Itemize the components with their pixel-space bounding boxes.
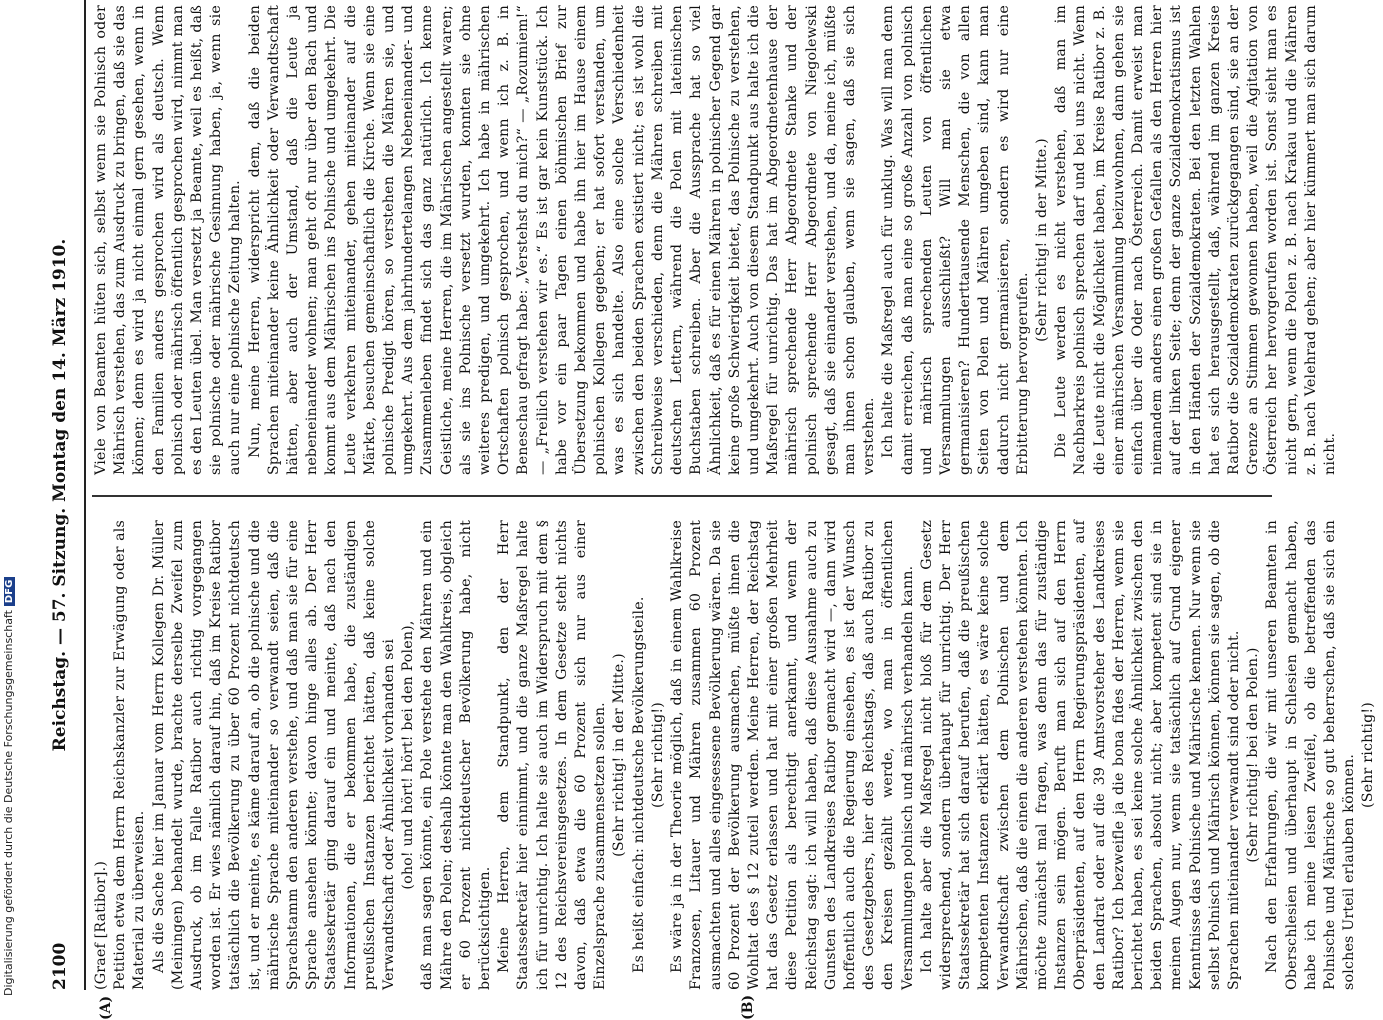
paragraph: Es wäre ja in der Theorie möglich, daß in einem Wahlkreise Franzosen, Litauer und Mähren zusammen 60 Prozent ausmachten und alles eingesessene Bevölkerung wären. Da sie 60 Prozent der Bevölkerung ausmachen, müßte ihnen die Wohltat des § 12 zuteil werden. Meine Herren, der Reichstag hat das Gesetz erlassen und hat mit einer großen Mehrheit diese Petition als berechtigt anerkannt, und wenn der Reichstag sagt: ich will haben, daß diese Ausnahme auch zu Gunsten des Landkreises Ratibor gemacht wird —, dann wird hoffentlich auch die Regierung einsehen, es ist der Wunsch des Gesetzgebers, hier des Reichstags, daß auch Ratibor zu den Kreisen gezählt werde, wo man in öffentlichen Versammlungen polnisch und mährisch verhandeln kann. <box>669 520 916 990</box>
paragraph: (Sehr richtig!) <box>649 701 666 809</box>
dfg-logo: DFG <box>4 577 15 606</box>
paragraph: Als die Sache hier im Januar vom Herrn Kollegen Dr. Müller (Meiningen) behandelt wurde, brachte derselbe Zweifel zum Ausdruck, ob im Falle Ratibor auch richtig vorgegangen worden ist. Er wies nämlich darauf hin, daß im Kreise Ratibor tatsächlich die Bevölkerung zu über 60 Prozent nichtdeutsch ist, und er meinte, es käme darauf an, ob die polnische und die mährische Sprache miteinander so verwandt seien, daß die Sprachstamm den anderen verstehe, und daß man sie für eine Sprache ansehen könnte; davon hinge alles ab. Der Herr Staatssekretär ging darauf ein und meinte, daß nach den Informationen, die er bekommen habe, die zuständigen preußischen Instanzen berichtet hätten, daß keine solche Verwandtschaft oder Ähnlichkeit vorhanden sei <box>150 520 398 990</box>
paragraph: Nun, meine Herren, widerspricht dem, daß die beiden Sprachen miteinander keine Ähnlichkeit oder Verwandtschaft hätten, aber auch der Umstand, daß die Leute ja nebeneinander wohnen; man geht oft nur über den Bach und kommt aus dem Mährischen ins Polnische und umgekehrt. Die Leute verkehren miteinander, gehen miteinander auf die Märkte, besuchen gemeinschaftlich die Kirche. Wenn sie eine polnische Predigt hören, so verstehen die Mähren sie, und umgekehrt. Aus dem jahrhundertelangen Nebeneinander- und Zusammenleben findet sich das ganz natürlich. Ich kenne Geistliche, meine Herren, die im Mährischen angestellt waren; als sie ins Polnische versetzt wurden, konnten sie ohne weiteres predigen, und umgekehrt. Ich habe in mährischen Ortschaften polnisch gesprochen, und wenn ich z. B. in Beneschau gefragt habe: „Verstehst du mich?“ — „Rozumiem!“ — „Freilich verstehen wir es.“ Es ist gar kein Kunststück. Ich habe vor ein paar Tagen einen böhmischen Brief zur Übersetzung bekommen und habe ihn hier im Hause einem polnischen Kollegen gegeben; er hat sofort verstanden, um was es sich handelte. Also eine solche Verschiedenheit zwischen den beiden Sprachen existiert nicht; es ist wohl die Schreibweise verschieden, denn die Mähren schreiben mit deutschen Lettern, während die Polen mit lateinischen Buchstaben schreiben. Aber die Aussprache hat so viel Ähnlichkeit, daß es für einen Mähren in polnischer Gegend gar keine große Schwierigkeit bietet, das Polnische zu verstehen, und umgekehrt. Auch von diesem Standpunkt aus halte ich die Maßregel für unrichtig. Das hat im Abgeordnetenhause der mährisch sprechende Herr Abgeordnete Stanke und der polnisch sprechende Herr Abgeordnete von Niegolewski gesagt, daß sie einander verstehen, und da, meine ich, müßte man ihnen schon glauben, wenn sie sagen, daß sie sich verstehen. <box>246 5 878 475</box>
paragraph: Meine Herren, dem Standpunkt, den der Herr Staatssekretär hier einnimmt, und die ganze Maßregel halte ich für unrichtig. Ich halte sie auch im Widerspruch mit dem § 12 des Reichsvereinsgesetzes. In dem Gesetze steht nichts davon, daß etwa die 60 Prozent sich nur aus einer Einzelsprache zusammensetzen sollen. <box>496 520 609 990</box>
paragraph: (Sehr richtig! in der Mitte.) <box>611 653 628 857</box>
paragraph: (oho! und hört! hört! bei den Polen), <box>400 620 417 890</box>
paragraph: Petition etwa dem Herrn Reichskanzler zur Erwägung oder als Material zu überweisen. <box>112 520 148 990</box>
paragraph: Die Leute werden es nicht verstehen, daß man im Nachbarkreis polnisch sprechen darf und bei uns nicht. Wenn die Leute nicht die Möglichkeit haben, im Kreise Ratibor z. B. einer mährischen Versammlung beizuwohnen, dann gehen sie einfach über die Oder nach Österreich. Damit erweist man niemandem anders einen großen Gefallen als den Herren hier auf der linken Seite; denn der ganze Sozialdemokratismus ist in den Händen der Sozialdemokraten. Bei den letzten Wahlen hat es sich herausgestellt, daß, während im ganzen Kreise Ratibor die Sozialdemokraten zurückgegangen sind, sie an der Grenze an Stimmen gewonnen haben, weil die Agitation von Österreich her hervorgerufen worden ist. Sonst sieht man es nicht gern, wenn die Polen z. B. nach Krakau und die Mähren z. B. nach Velehrad gehen; aber hier kümmert man sich darum nicht. <box>1053 5 1338 475</box>
running-title: Reichstag. — 57. Sitzung. Montag den 14. März 1910. <box>50 238 70 752</box>
margin-marker-b: (B) <box>740 994 756 1020</box>
page-header <box>40 0 80 990</box>
column-divider <box>92 496 1272 498</box>
margin-marker-a: (A) <box>98 995 114 1020</box>
paragraph: Viele von Beamten hüten sich, selbst wenn sie Polnisch oder Mährisch verstehen, das zum Ausdruck zu bringen, daß sie das können; denn es wird ja nicht einmal gern gesehen, wenn in den Familien anders gesprochen wird als deutsch. Wenn polnisch oder mährisch öffentlich gesprochen wird, nimmt man es den Leuten übel. Man versetzt ja Beamte, weil es heißt, daß sie polnische oder mährische Gesinnung haben, ja, wenn sie auch nur eine polnische Zeitung halten. <box>93 5 244 475</box>
paragraph: (Sehr richtig! bei den Polen.) <box>1245 647 1262 863</box>
credit-text: Digitalisierung gefördert durch die Deutsche Forschungsgemeinschaft <box>2 610 15 996</box>
paragraph: (Sehr richtig!) <box>1360 701 1377 809</box>
page-number: 2100 <box>50 942 70 990</box>
paragraph: daß man sagen könnte, ein Pole verstehe den Mähren und ein Mähre den Polen; deshalb könnte man den Wahlkreis, obgleich er 60 Prozent nichtdeutscher Bevölkerung habe, nicht berücksichtigen. <box>419 520 494 990</box>
paragraph: Nach den Erfahrungen, die wir mit unseren Beamten in Oberschlesien und überhaupt in Schlesien gemacht haben, habe ich meine leisen Zweifel, ob die betreffenden das Polnische und Mährische so gut beherrschen, daß sie sich ein solches Urteil erlauben können. <box>1264 520 1358 990</box>
digitization-credit <box>2 577 15 996</box>
rotated-page <box>40 0 1377 1020</box>
paragraph: Es heißt einfach: nichtdeutsche Bevölkerungsteile. <box>630 596 647 973</box>
paragraph: Ich halte aber die Maßregel nicht bloß für dem Gesetz widersprechend, sondern überhaupt für unrichtig. Der Herr Staatssekretär hat sich darauf berufen, daß die preußischen kompetenten Instanzen erklärt hätten, es wäre keine solche Verwandtschaft zwischen dem Polnischen und dem Mährischen, daß die einen die anderen verstehen könnten. Ich möchte zunächst mal fragen, was denn das für zuständige Instanzen sein mögen. Beruft man sich auf den Herrn Oberpräsidenten, auf den Herrn Regierungspräsidenten, auf den Landrat oder auf die 39 Amtsvorsteher des Landkreises Ratibor? Ich bezweifle ja die bona fides der Herren, wenn sie berichtet haben, es sei keine solche Ähnlichkeit zwischen den beiden Sprachen, absolut nicht; aber kompetent sind sie in meinen Augen nur, wenn sie tatsächlich auf Grund eigener Kenntnisse das Polnische und Mährische kennen. Nur wenn sie selbst Polnisch und Mährisch können, können sie sagen, ob die Sprachen miteinander verwandt sind oder nicht. <box>918 520 1242 990</box>
right-column <box>92 5 1338 475</box>
paragraph: Ich halte die Maßregel auch für unklug. Was will man denn damit erreichen, daß man eine so große Anzahl von polnisch und mährisch sprechenden Leuten von öffentlichen Versammlungen ausschließt? Will man sie etwa germanisieren? Hunderttausende Menschen, die von allen Seiten von Polen und Mähren umgeben sind, kann man dadurch nicht germanisieren, sondern es wird nur eine Erbitterung hervorgerufen. <box>880 5 1031 475</box>
paragraph: (Sehr richtig! in der Mitte.) <box>1033 138 1050 342</box>
left-column <box>92 520 1377 990</box>
header-rule <box>84 0 86 990</box>
paragraph: (Graef [Ratibor].) <box>93 860 109 990</box>
